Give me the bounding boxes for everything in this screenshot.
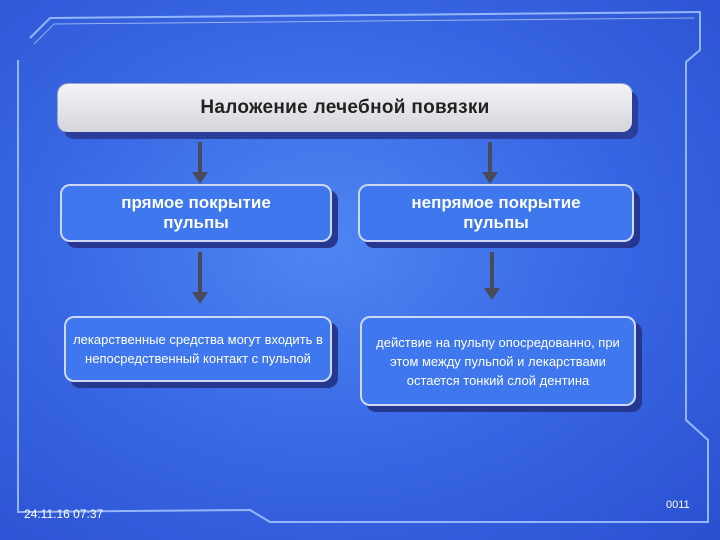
node-direct-label: прямое покрытие пульпы <box>121 193 271 232</box>
node-direct-pulp-capping <box>60 184 332 242</box>
diagram-title: Наложение лечебной повязки <box>58 84 632 132</box>
node-direct-detail <box>64 316 332 382</box>
slide-number: 0011 <box>666 499 690 511</box>
indirect-detail-text: действие на пульпу опосредованно, при этом между пульпой и лекарствами остается тонкий слой дентина <box>376 334 620 388</box>
node-indirect-label: непрямое покрытие пульпы <box>411 193 581 232</box>
slide-date: 24.11.16 07:37 <box>24 507 104 521</box>
node-indirect-pulp-capping <box>358 184 634 242</box>
direct-detail-text: лекарственные средства могут входить в непосредственный контакт с пульпой <box>73 332 323 366</box>
node-indirect-detail <box>360 316 636 406</box>
